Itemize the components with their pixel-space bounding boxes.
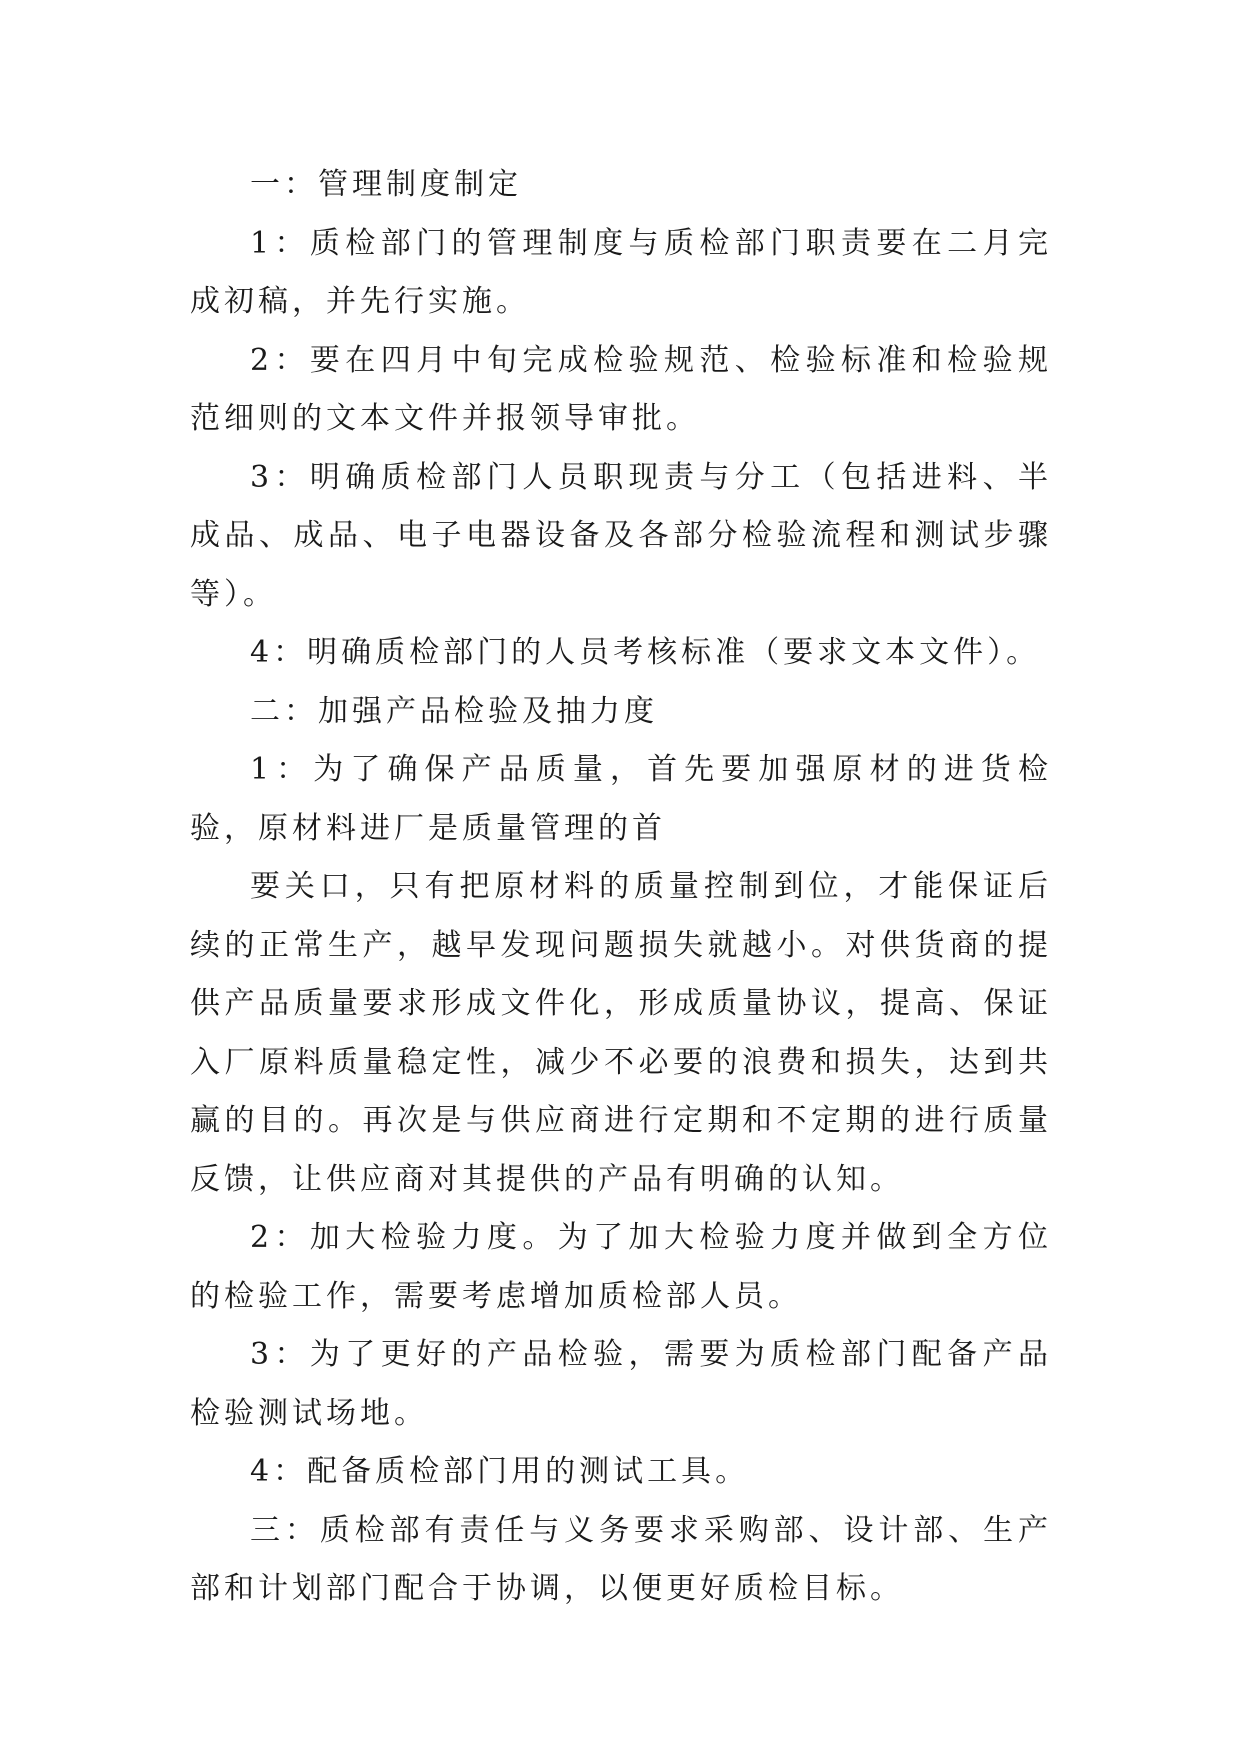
paragraph-1-2: 2：要在四月中旬完成检验规范、检验标准和检验规范细则的文本文件并报领导审批。 xyxy=(190,342,1052,436)
section-heading-1: 一：管理制度制定 xyxy=(250,167,522,202)
paragraph-2-1: 1：为了确保产品质量，首先要加强原材的进货检验，原材料进厂是质量管理的首 xyxy=(190,752,1052,846)
document-body xyxy=(190,156,1052,1619)
paragraph-2-1-continued: 要关口，只有把原材料的质量控制到位，才能保证后续的正常生产，越早发现问题损失就越小。对供货商的提供产品质量要求形成文件化，形成质量协议，提高、保证入厂原料质量稳定性，减少不必要的浪费和损失，达到共赢的目的。再次是与供应商进行定期和不定期的进行质量反馈，让供应商对其提供的产品有明确的认知。 xyxy=(190,869,1052,1197)
paragraph-2-2: 2：加大检验力度。为了加大检验力度并做到全方位的检验工作，需要考虑增加质检部人员。 xyxy=(190,1220,1052,1314)
paragraph-2-3: 3：为了更好的产品检验，需要为质检部门配备产品检验测试场地。 xyxy=(190,1337,1052,1431)
paragraph-2-4: 4：配备质检部门用的测试工具。 xyxy=(250,1454,750,1489)
paragraph-1-1: 1：质检部门的管理制度与质检部门职责要在二月完成初稿，并先行实施。 xyxy=(190,225,1052,319)
paragraph-1-3: 3：明确质检部门人员职现责与分工（包括进料、半成品、成品、电子电器设备及各部分检验流程和测试步骤等）。 xyxy=(190,459,1052,612)
section-heading-2: 二：加强产品检验及抽力度 xyxy=(250,693,658,729)
paragraph-1-4: 4：明确质检部门的人员考核标准（要求文本文件）。 xyxy=(250,635,1041,670)
section-heading-3: 三：质检部有责任与义务要求采购部、设计部、生产部和计划部门配合于协调，以便更好质检目标。 xyxy=(190,1512,1052,1606)
